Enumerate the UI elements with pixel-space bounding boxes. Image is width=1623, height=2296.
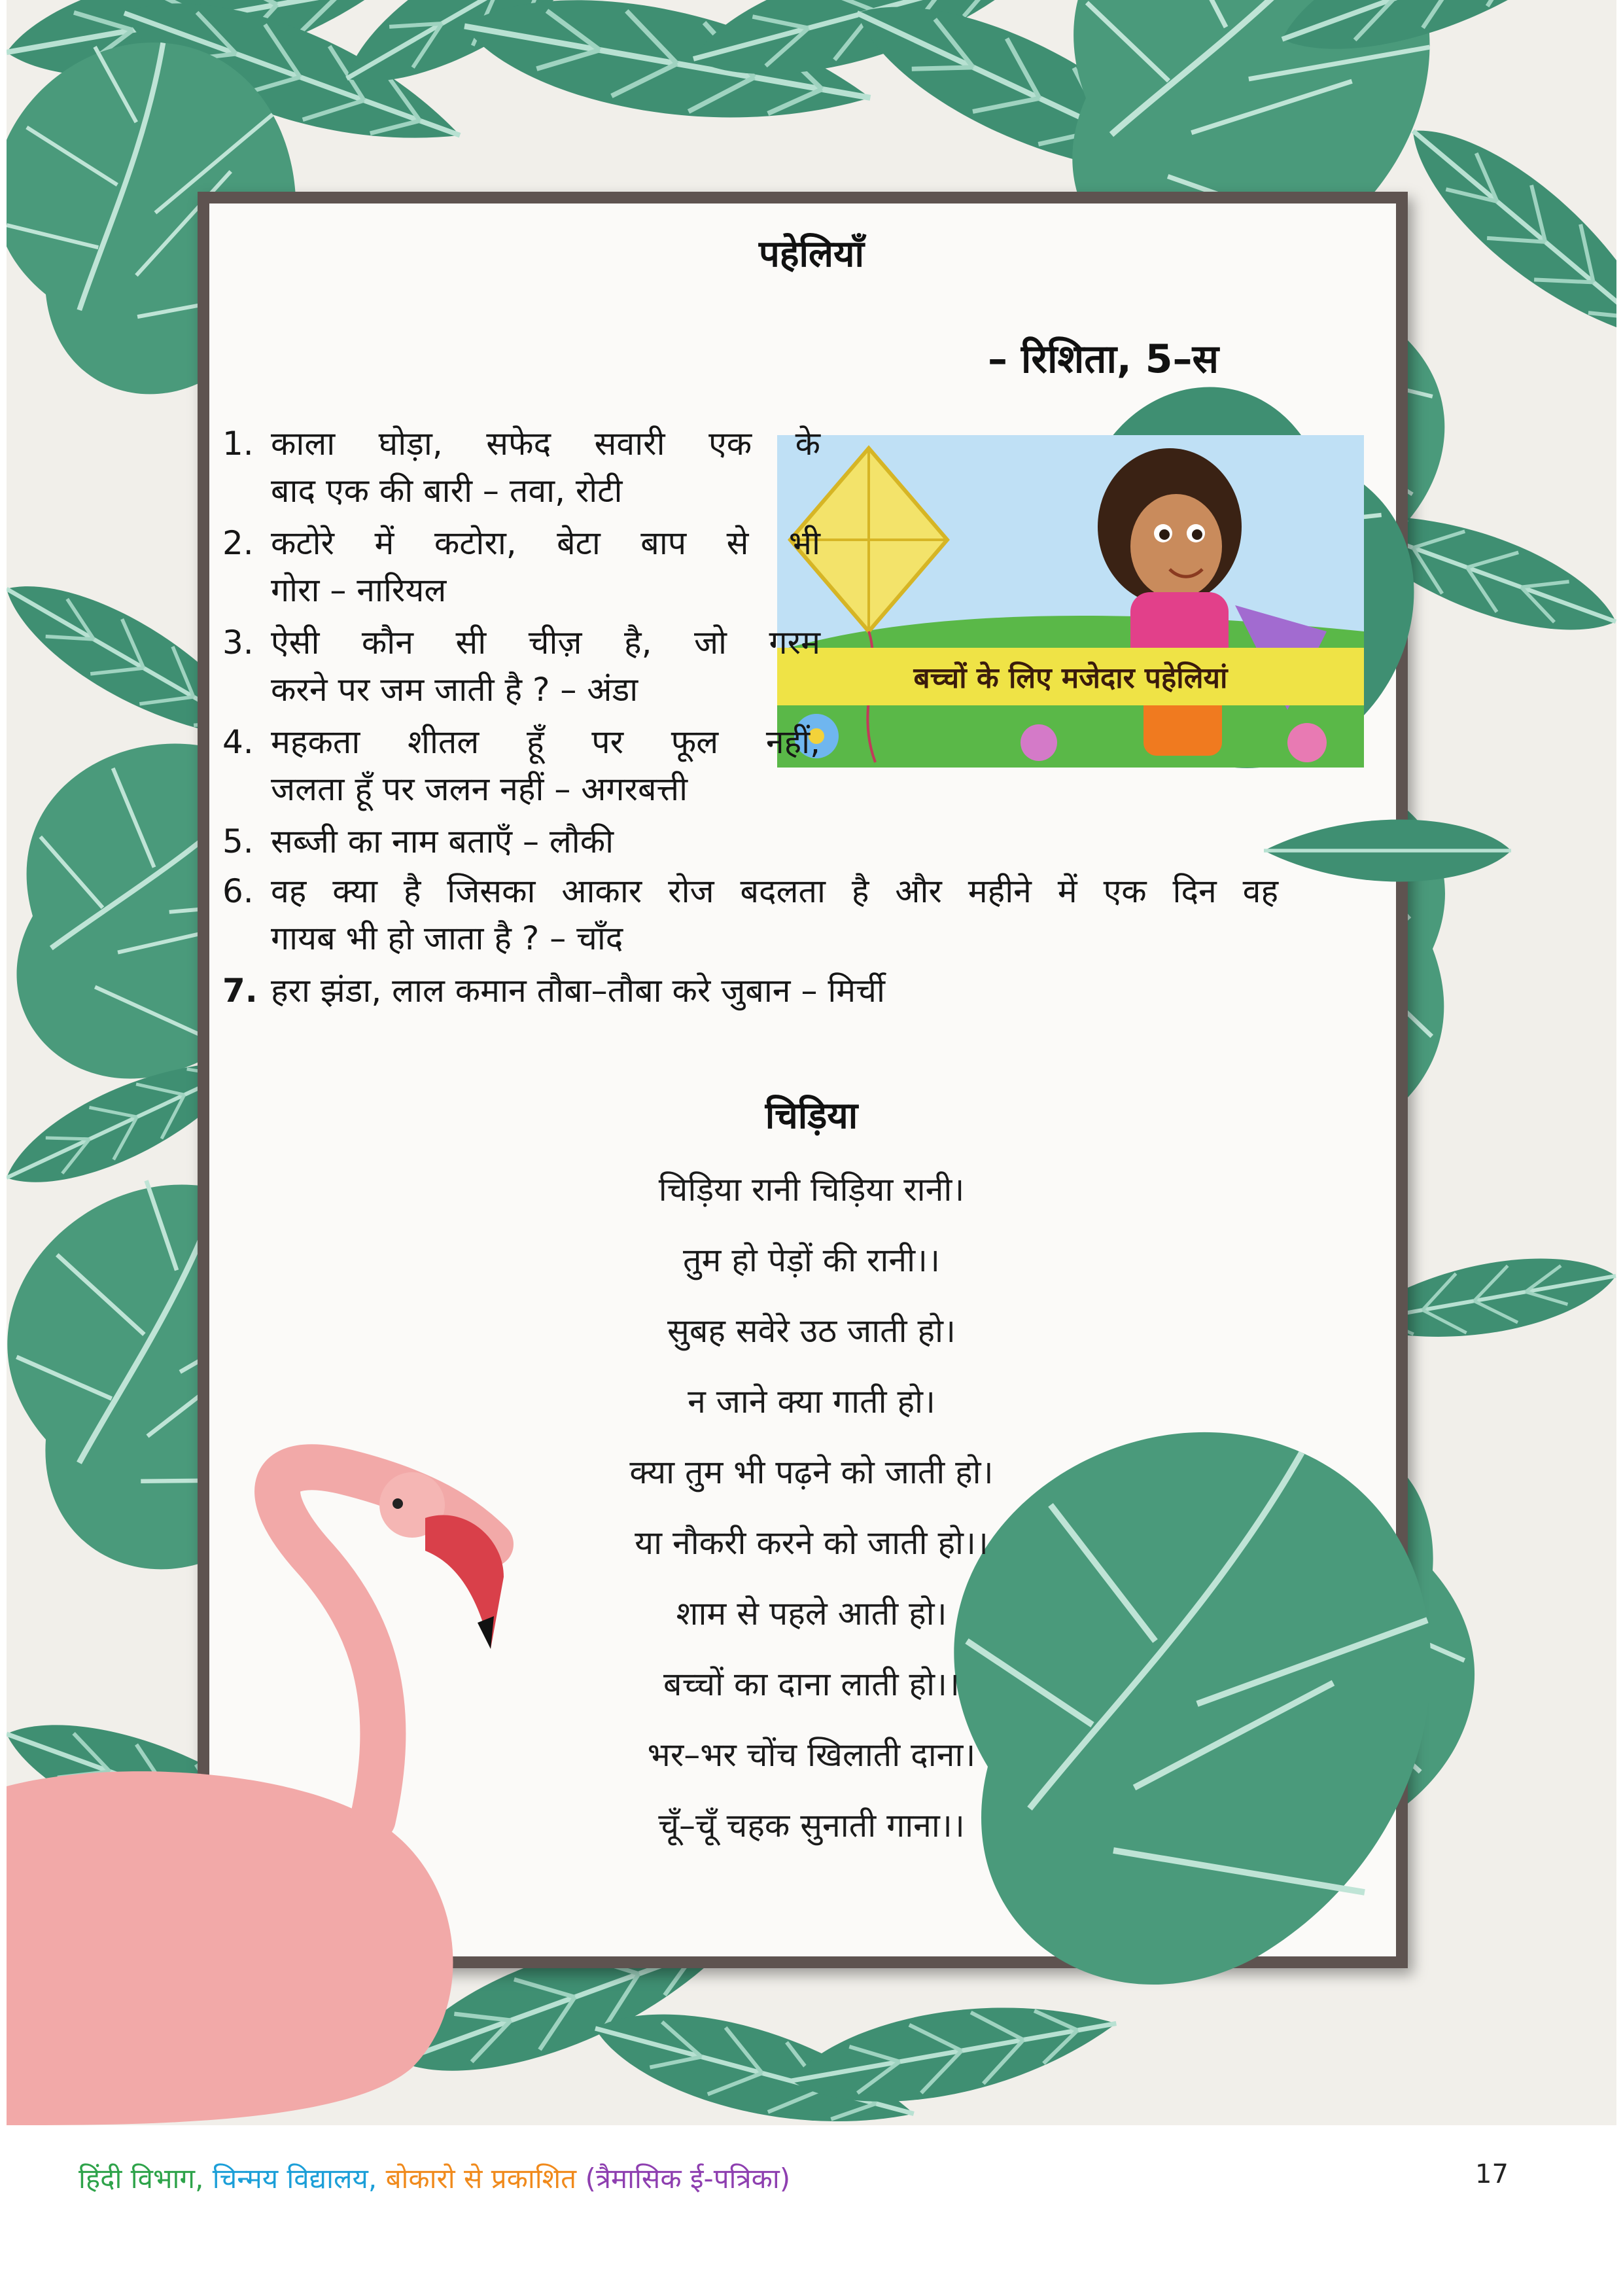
poem-line: चूँ–चूँ चहक सुनाती गाना।। (658, 1807, 965, 1845)
riddle-number: 6. (222, 872, 254, 910)
riddle-line: बाद एक की बारी – तवा, रोटी (271, 472, 623, 510)
poem-line: बच्चों का दाना लाती हो।। (663, 1665, 960, 1703)
riddle-number: 1. (222, 425, 254, 463)
page-background (7, 0, 1616, 2125)
riddle-line: काला घोड़ा, सफेद सवारी एक के (271, 425, 820, 463)
riddle-line: वह क्या है जिसका आकार रोज बदलता है और महीने में एक दिन वह (271, 872, 1278, 910)
riddle-number: 4. (222, 723, 254, 761)
poem-line: चिड़िया रानी चिड़िया रानी। (658, 1171, 965, 1209)
poem-line: क्या तुम भी पढ़ने को जाती हो। (629, 1453, 994, 1491)
poem-line: तुम हो पेड़ों की रानी।। (683, 1241, 940, 1279)
poem-line: या नौकरी करने को जाती हो।। (635, 1524, 988, 1562)
poem-title: चिड़िया (765, 1095, 858, 1137)
article-author: – रिशिता, 5–स (988, 336, 1219, 382)
footer-department: हिंदी विभाग, (79, 2163, 204, 2195)
article-title: पहेलियाँ (759, 233, 864, 275)
riddle-number: 2. (222, 524, 254, 562)
riddles-illustration (777, 435, 1364, 768)
poem-line: शाम से पहले आती हो। (676, 1595, 947, 1633)
riddle-number: 7. (222, 972, 258, 1010)
riddle-line: महकता शीतल हूँ पर फूल नहीं, (271, 723, 820, 761)
poem-line: न जाने क्या गाती हो। (688, 1383, 935, 1421)
riddle-line: जलता हूँ पर जलन नहीं – अगरबत्ती (271, 770, 688, 808)
footer-school: चिन्मय विद्यालय, (212, 2163, 377, 2195)
footer-publisher-line (79, 2159, 790, 2197)
riddle-line: गोरा – नारियल (271, 571, 447, 609)
riddle-line: करने पर जम जाती है ? – अंडा (271, 671, 638, 709)
riddle-line: गायब भी हो जाता है ? – चाँद (271, 919, 623, 957)
footer-location: बोकारो से प्रकाशित (385, 2163, 577, 2195)
kite-girl-illustration (777, 435, 1364, 768)
riddle-line: ऐसी कौन सी चीज़ है, जो गरम (271, 624, 820, 662)
illustration-banner: बच्चों के लिए मजेदार पहेलियां (777, 648, 1364, 705)
riddle-number: 3. (222, 624, 254, 662)
page-number: 17 (1475, 2159, 1509, 2189)
poem-line: भर–भर चोंच खिलाती दाना। (647, 1736, 976, 1774)
riddle-line: सब्जी का नाम बताएँ – लौकी (271, 822, 614, 860)
riddle-line: कटोरे में कटोरा, बेटा बाप से भी (271, 524, 820, 562)
riddle-number: 5. (222, 822, 254, 860)
riddle-line: हरा झंडा, लाल कमान तौबा–तौबा करे जुबान – मिर्ची (271, 972, 885, 1010)
poem-line: सुबह सवेरे उठ जाती हो। (667, 1312, 956, 1350)
footer-publication-type: (त्रैमासिक ई-पत्रिका) (585, 2163, 791, 2195)
flamingo-illustration (7, 1467, 504, 2125)
